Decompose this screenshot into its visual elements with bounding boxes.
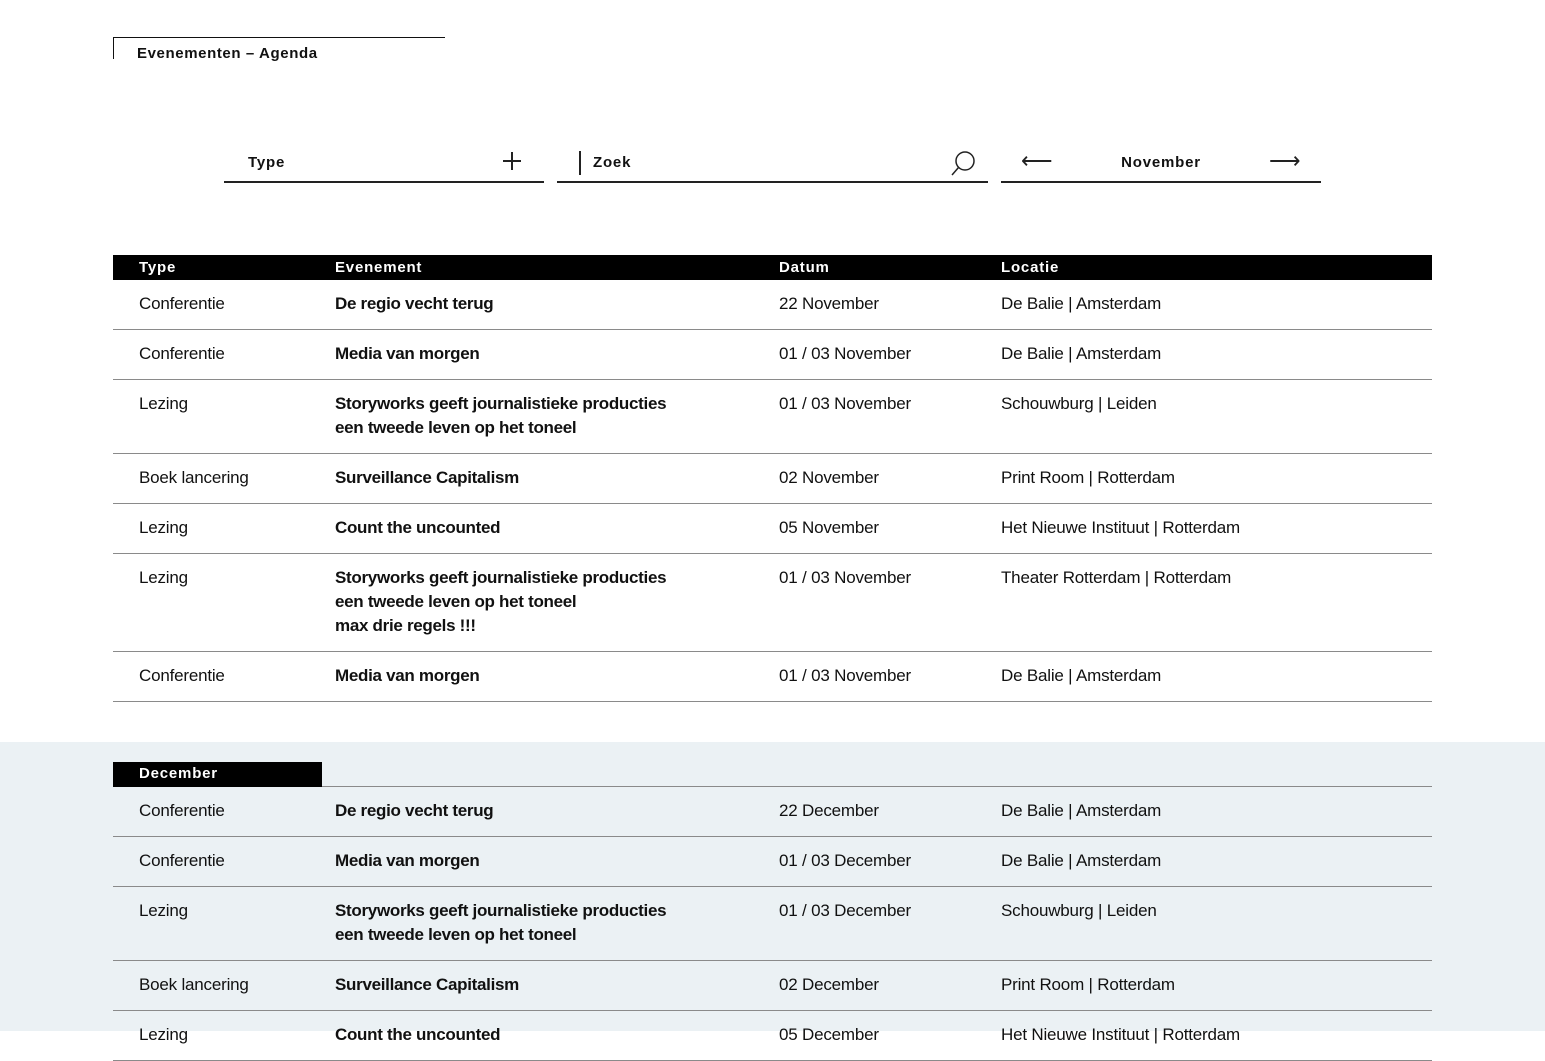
event-location: De Balie | Amsterdam	[1001, 652, 1432, 702]
december-rows	[113, 787, 1432, 1061]
month-selector	[1001, 140, 1321, 183]
table-row[interactable]	[113, 1011, 1432, 1061]
column-header-location[interactable]: Locatie	[1001, 255, 1432, 280]
november-events-table	[113, 255, 1432, 702]
event-location: Het Nieuwe Instituut | Rotterdam	[1001, 504, 1432, 554]
event-title-line: Surveillance Capitalism	[335, 975, 519, 994]
event-location: Het Nieuwe Instituut | Rotterdam	[1001, 1011, 1432, 1061]
event-location: Print Room | Rotterdam	[1001, 454, 1432, 504]
table-row[interactable]	[113, 280, 1432, 330]
event-date: 01 / 03 November	[779, 554, 1001, 652]
event-date: 01 / 03 November	[779, 380, 1001, 454]
event-date: 01 / 03 November	[779, 652, 1001, 702]
event-title-line: Media van morgen	[335, 666, 480, 685]
filter-bar	[0, 140, 1545, 185]
event-title-link[interactable]	[335, 787, 779, 837]
table-row[interactable]	[113, 454, 1432, 504]
event-title-line: een tweede leven op het toneel	[335, 925, 577, 944]
arrow-right-icon[interactable]: ⟶	[1269, 148, 1301, 173]
event-date: 05 November	[779, 504, 1001, 554]
arrow-left-icon[interactable]: ⟵	[1021, 148, 1053, 173]
search-icon[interactable]	[950, 150, 978, 178]
event-location: Schouwburg | Leiden	[1001, 380, 1432, 454]
event-type: Lezing	[113, 554, 335, 652]
event-title-line: Count the uncounted	[335, 1025, 501, 1044]
event-date: 05 December	[779, 1011, 1001, 1061]
month-heading-december: December	[113, 762, 322, 787]
event-title-line: een tweede leven op het toneel	[335, 418, 577, 437]
type-filter-label: Type	[248, 154, 286, 171]
table-row[interactable]	[113, 652, 1432, 702]
event-title-line: een tweede leven op het toneel	[335, 592, 577, 611]
month-label: November	[1121, 154, 1201, 171]
text-cursor	[579, 151, 581, 175]
event-location: Theater Rotterdam | Rotterdam	[1001, 554, 1432, 652]
table-row[interactable]	[113, 554, 1432, 652]
event-title-link[interactable]	[335, 554, 779, 652]
event-date: 22 December	[779, 787, 1001, 837]
event-date: 01 / 03 December	[779, 887, 1001, 961]
event-date: 02 November	[779, 454, 1001, 504]
table-row[interactable]	[113, 787, 1432, 837]
event-title-link[interactable]	[335, 961, 779, 1011]
event-type: Conferentie	[113, 330, 335, 380]
event-location: Print Room | Rotterdam	[1001, 961, 1432, 1011]
search-input[interactable]	[593, 148, 933, 176]
event-type: Conferentie	[113, 280, 335, 330]
event-title-line: Storyworks geeft journalistieke producties	[335, 568, 667, 587]
event-title-link[interactable]	[335, 380, 779, 454]
event-title-line: Media van morgen	[335, 851, 480, 870]
event-title-line: De regio vecht terug	[335, 294, 494, 313]
event-title-line: Count the uncounted	[335, 518, 501, 537]
table-row[interactable]	[113, 961, 1432, 1011]
event-title-link[interactable]	[335, 887, 779, 961]
page-title: Evenementen – Agenda	[137, 45, 318, 62]
event-type: Conferentie	[113, 652, 335, 702]
december-section	[0, 742, 1545, 1044]
column-header-event[interactable]: Evenement	[335, 255, 779, 280]
event-location: De Balie | Amsterdam	[1001, 787, 1432, 837]
event-title-link[interactable]	[335, 1011, 779, 1061]
plus-icon[interactable]	[503, 152, 521, 170]
event-title-link[interactable]	[335, 837, 779, 887]
page-title-frame	[113, 37, 445, 62]
event-type: Lezing	[113, 887, 335, 961]
event-type: Conferentie	[113, 837, 335, 887]
event-type: Boek lancering	[113, 961, 335, 1011]
event-title-line: De regio vecht terug	[335, 801, 494, 820]
event-title-line: Storyworks geeft journalistieke producties	[335, 901, 667, 920]
november-rows	[113, 280, 1432, 702]
event-title-link[interactable]	[335, 454, 779, 504]
column-header-type[interactable]: Type	[113, 255, 335, 280]
event-type: Boek lancering	[113, 454, 335, 504]
event-title-link[interactable]	[335, 652, 779, 702]
type-filter-dropdown[interactable]	[224, 140, 544, 183]
event-location: De Balie | Amsterdam	[1001, 280, 1432, 330]
event-type: Lezing	[113, 504, 335, 554]
table-row[interactable]	[113, 504, 1432, 554]
table-row[interactable]	[113, 837, 1432, 887]
search-field[interactable]	[557, 140, 988, 183]
event-title-line: Media van morgen	[335, 344, 480, 363]
event-location: Schouwburg | Leiden	[1001, 887, 1432, 961]
event-location: De Balie | Amsterdam	[1001, 330, 1432, 380]
event-type: Lezing	[113, 1011, 335, 1061]
event-date: 01 / 03 December	[779, 837, 1001, 887]
event-date: 02 December	[779, 961, 1001, 1011]
event-type: Lezing	[113, 380, 335, 454]
event-location: De Balie | Amsterdam	[1001, 837, 1432, 887]
event-title-line: max drie regels !!!	[335, 616, 476, 635]
december-events-table	[113, 787, 1432, 1061]
event-title-link[interactable]	[335, 280, 779, 330]
table-row[interactable]	[113, 887, 1432, 961]
event-title-link[interactable]	[335, 504, 779, 554]
table-row[interactable]	[113, 380, 1432, 454]
event-type: Conferentie	[113, 787, 335, 837]
event-title-line: Surveillance Capitalism	[335, 468, 519, 487]
column-header-date[interactable]: Datum	[779, 255, 1001, 280]
event-title-line: Storyworks geeft journalistieke producties	[335, 394, 667, 413]
table-row[interactable]	[113, 330, 1432, 380]
event-title-link[interactable]	[335, 330, 779, 380]
december-header	[113, 762, 1432, 787]
event-date: 01 / 03 November	[779, 330, 1001, 380]
event-date: 22 November	[779, 280, 1001, 330]
table-header-row	[113, 255, 1432, 280]
